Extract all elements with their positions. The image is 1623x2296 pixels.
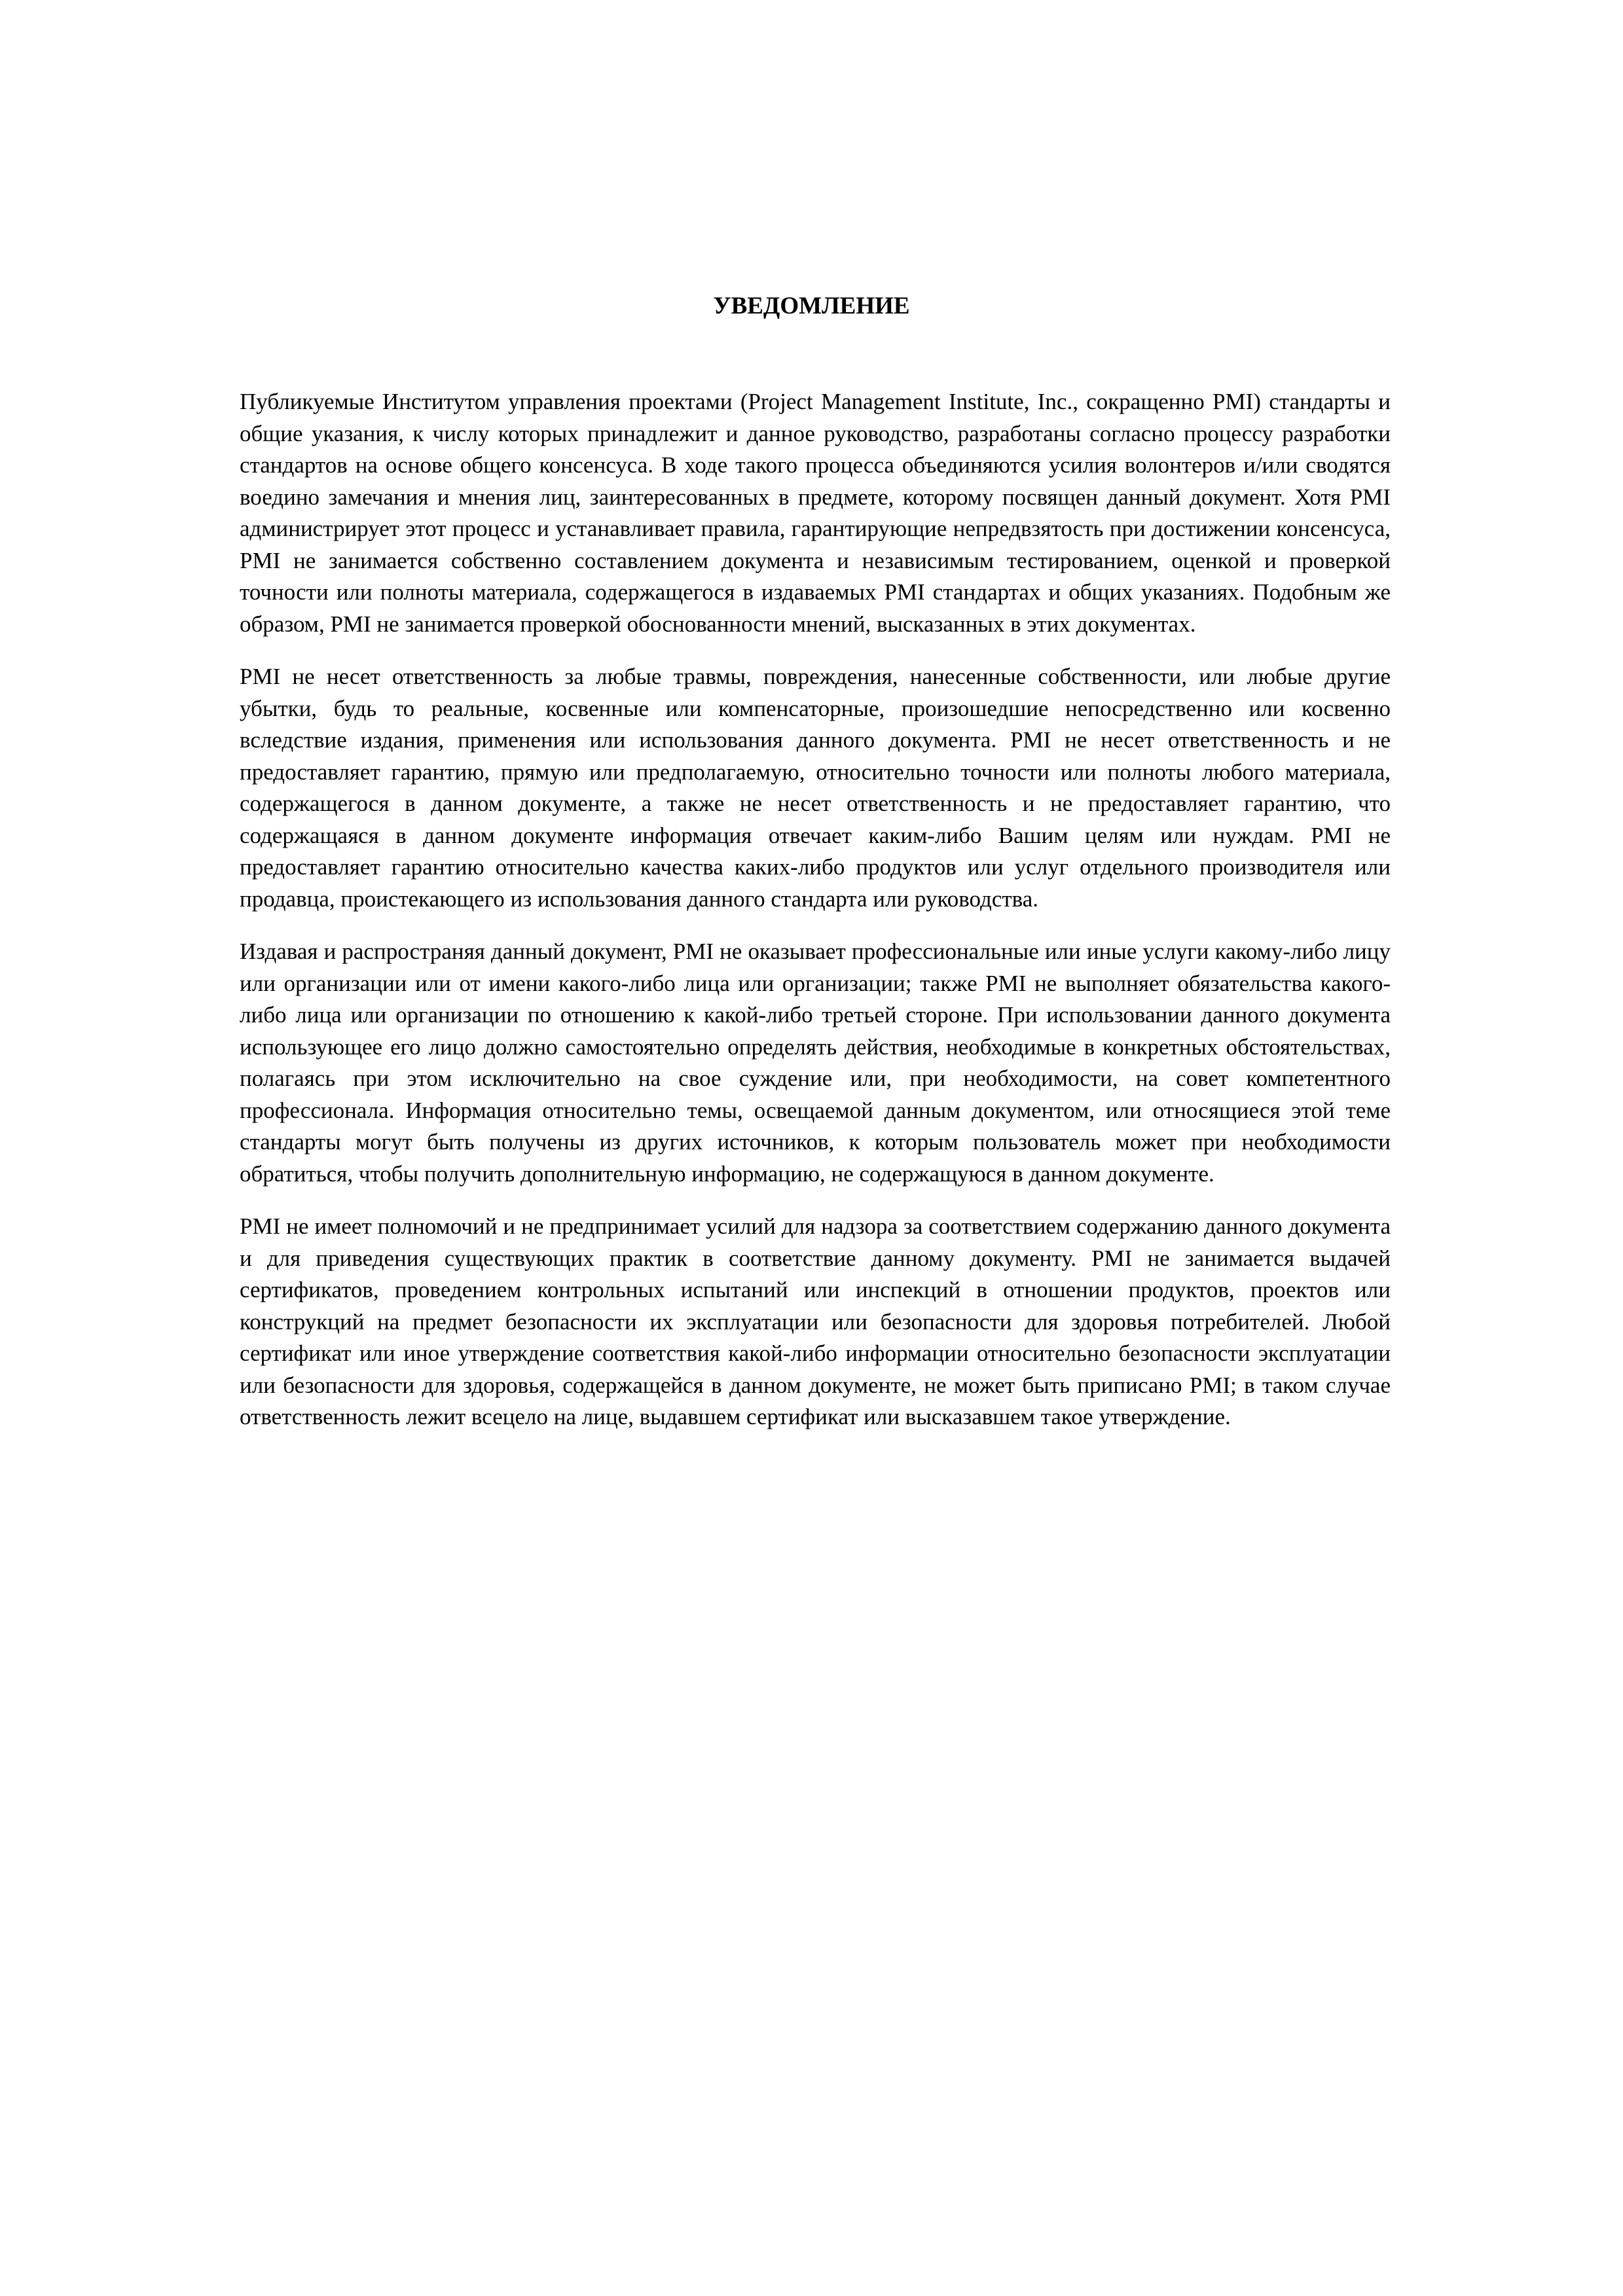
paragraph-3: Издавая и распространяя данный документ, PMI не оказывает профессиональные или иные услуги какому-либо лицу или организации или от имени какого-либо лица или организации; также PMI не выполняет обязательства какого-либо лица или организации по отношению к какой-либо третьей стороне. При использовании данного документа использующее его лицо должно самостоятельно определять действия, необходимые в конкретных обстоятельствах, полагаясь при этом исключительно на свое суждение или, при необходимости, на совет компетентного профессионала. Информация относительно темы, освещаемой данным документом, или относящиеся этой теме стандарты могут быть получены из других источников, к которым пользователь может при необходимости обратиться, чтобы получить дополнительную информацию, не содержащуюся в данном документе. <box>240 939 1391 1187</box>
document-body <box>240 386 1391 1454</box>
paragraph-2: PMI не несет ответственность за любые травмы, повреждения, нанесенные собственности, или любые другие убытки, будь то реальные, косвенные или компенсаторные, произошедшие непосредственно или косвенно вследствие издания, применения или использования данного документа. PMI не несет ответственность и не предоставляет гарантию, прямую или предполагаемую, относительно точности или полноты любого материала, содержащегося в данном документе, а также не несет ответственность и не предоставляет гарантию, что содержащаяся в данном документе информация отвечает каким-либо Вашим целям или нуждам. PMI не предоставляет гарантию относительно качества каких-либо продуктов или услуг отдельного производителя или продавца, проистекающего из использования данного стандарта или руководства. <box>240 664 1391 912</box>
page-title: УВЕДОМЛЕНИЕ <box>713 293 910 319</box>
paragraph-1: Публикуемые Институтом управления проектами (Project Management Institute, Inc., сокращенно PMI) стандарты и общие указания, к числу которых принадлежит и данное руководство, разработаны согласно процессу разработки стандартов на основе общего консенсуса. В ходе такого процесса объединяются усилия волонтеров и/или сводятся воедино замечания и мнения лиц, заинтересованных в предмете, которому посвящен данный документ. Хотя PMI администрирует этот процесс и устанавливает правила, гарантирующие непредвзятость при достижении консенсуса, PMI не занимается собственно составлением документа и независимым тестированием, оценкой и проверкой точности или полноты материала, содержащегося в издаваемых PMI стандартах и общих указаниях. Подобным же образом, PMI не занимается проверкой обоснованности мнений, высказанных в этих документах. <box>240 389 1391 637</box>
paragraph-4: PMI не имеет полномочий и не предпринимает усилий для надзора за соответствием содержанию данного документа и для приведения существующих практик в соответствие данному документу. PMI не занимается выдачей сертификатов, проведением контрольных испытаний или инспекций в отношении продуктов, проектов или конструкций на предмет безопасности их эксплуатации или безопасности для здоровья потребителей. Любой сертификат или иное утверждение соответствия какой-либо информации относительно безопасности эксплуатации или безопасности для здоровья, содержащейся в данном документе, не может быть приписано PMI; в таком случае ответственность лежит всецело на лице, выдавшем сертификат или высказавшем такое утверждение. <box>240 1213 1391 1429</box>
